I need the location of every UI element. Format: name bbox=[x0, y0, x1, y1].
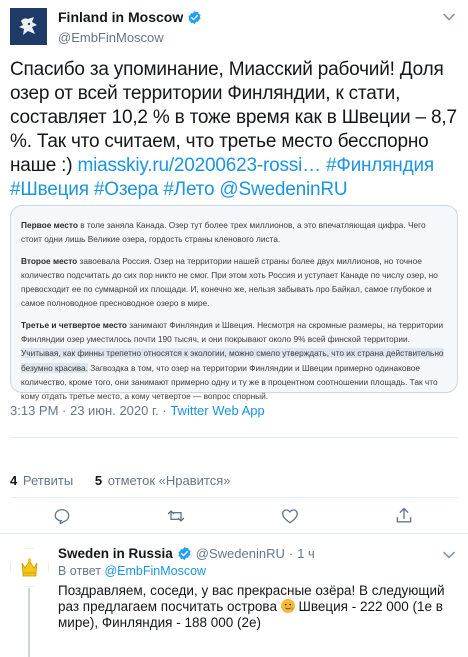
excerpt-text-3b: Загвоздка в том, что озер на территории Финляндии и Швеции примерно одинаковое количество, кроме того, они занимают примерно одну и ту же в процентном соотношении площадь. Так что кому отдать третье место, а кому четвертое — вопрос спорный. bbox=[21, 362, 438, 402]
finland-avatar[interactable] bbox=[10, 8, 47, 45]
reply-header bbox=[58, 546, 315, 561]
excerpt-bold-3: Третье и четвертое место bbox=[21, 319, 127, 330]
meta-separator: · bbox=[158, 403, 171, 418]
reply-to-line bbox=[58, 564, 206, 578]
retweets-label: Ретвиты bbox=[19, 473, 74, 488]
likes-stat[interactable] bbox=[95, 473, 231, 488]
reply-icon[interactable] bbox=[52, 506, 72, 526]
chevron-down-icon[interactable] bbox=[442, 10, 456, 24]
reply-to-prefix: В ответ bbox=[58, 564, 105, 578]
excerpt-text-3a: занимают Финляндия и Швеция. Несмотря на скромные размеры, на территории Финляндии озер уместилось почти 190 тысяч, и они покрывают около 9% всей финской территории. bbox=[21, 319, 444, 345]
tweet-link[interactable]: miasskiy.ru/20200623-rossi… bbox=[77, 155, 321, 176]
tweet-main-text: Спасибо за упоминание, Миасский рабочий! Доля озер от всей территории Финляндии, к стати, составляет 10,2 % в тоже время как в Швеции – 8,7 %. Так что считаем, что третье место бесспорно наше :) bbox=[10, 59, 457, 176]
excerpt-paragraph-1 bbox=[21, 218, 446, 247]
excerpt-paragraph-3 bbox=[21, 318, 446, 404]
sweden-crown-emblem bbox=[11, 549, 48, 586]
divider bbox=[10, 497, 458, 498]
reply-time[interactable]: 1 ч bbox=[297, 546, 315, 561]
reply-dot: · bbox=[288, 546, 294, 561]
tweet-hashtags-line2[interactable]: #Швеция #Озера #Лето @SwedeninRU bbox=[10, 179, 348, 200]
sweden-avatar[interactable] bbox=[10, 548, 49, 587]
excerpt-text-1: в толе заняла Канада. Озер тут более трех миллионов, а это впечатляющая цифра. Чего стоит одни лишь Великие озера, гордость страны кленового листа. bbox=[21, 220, 426, 245]
divider bbox=[10, 437, 458, 438]
reply-tweet[interactable] bbox=[0, 536, 468, 657]
likes-label: отметок «Нравится» bbox=[104, 473, 231, 488]
finland-lion-emblem bbox=[10, 8, 47, 45]
likes-count: 5 bbox=[94, 473, 103, 488]
reply-text-b: Швеция - 222 000 (1е в мире), Финляндия - 188 000 (2е) bbox=[58, 599, 443, 630]
reply-handle[interactable]: @SwedeninRU bbox=[195, 546, 285, 561]
face-emoji-icon bbox=[281, 599, 295, 613]
tweet-body bbox=[10, 58, 458, 202]
tweet-hashtags-line1[interactable]: #Финляндия bbox=[320, 155, 434, 176]
divider bbox=[0, 533, 468, 534]
tweet-actions bbox=[0, 503, 468, 529]
tweet-stats bbox=[10, 473, 231, 488]
excerpt-text-2: завоевала Россия. Озер на территории нашей страны более двух миллионов, но точное количество подсчитать до сих пор никто не смог. При этом хоть Россия и уступает Канаде по числу озер, но превосходит ее по суммарной их площади. И, конечно же, нельзя забывать про Байкал, самое глубокое и самое полноводное пресноводное озеро в мире. bbox=[21, 255, 438, 309]
thread-line bbox=[28, 588, 30, 657]
attached-image[interactable] bbox=[10, 205, 458, 402]
author-block bbox=[58, 9, 202, 45]
retweet-icon[interactable] bbox=[166, 506, 186, 526]
tweet-timestamp[interactable]: 3:13 PM · 23 июн. 2020 г. bbox=[10, 403, 159, 418]
retweets-stat[interactable] bbox=[10, 473, 73, 488]
share-icon[interactable] bbox=[394, 506, 414, 526]
verified-badge-icon bbox=[187, 10, 202, 25]
excerpt-bold-2: Второе место bbox=[21, 255, 78, 266]
chevron-down-icon[interactable] bbox=[442, 548, 456, 562]
reply-display-name[interactable]: Sweden in Russia bbox=[58, 546, 173, 561]
author-display-name[interactable]: Finland in Moscow bbox=[58, 9, 184, 25]
tweet-meta bbox=[10, 403, 265, 418]
article-excerpt bbox=[21, 218, 446, 411]
author-handle[interactable]: @EmbFinMoscow bbox=[58, 30, 164, 45]
retweets-count: 4 bbox=[10, 473, 18, 488]
like-heart-icon[interactable] bbox=[280, 506, 300, 526]
excerpt-highlight: Учитывая, как финны трепетно относятся к экологии, можно смело утверждать, что их страна действительно безумно красива. bbox=[21, 348, 444, 373]
reply-body bbox=[58, 583, 453, 631]
reply-to-handle[interactable]: @EmbFinMoscow bbox=[104, 564, 207, 578]
reply-text-a: Поздравляем, соседи, у вас прекрасные озёра! В следующий раз предлагаем посчитать острова bbox=[58, 583, 445, 614]
verified-badge-icon bbox=[177, 546, 192, 561]
tweet-source[interactable]: Twitter Web App bbox=[170, 403, 265, 418]
excerpt-paragraph-2 bbox=[21, 254, 446, 311]
excerpt-bold-1: Первое место bbox=[21, 220, 78, 230]
